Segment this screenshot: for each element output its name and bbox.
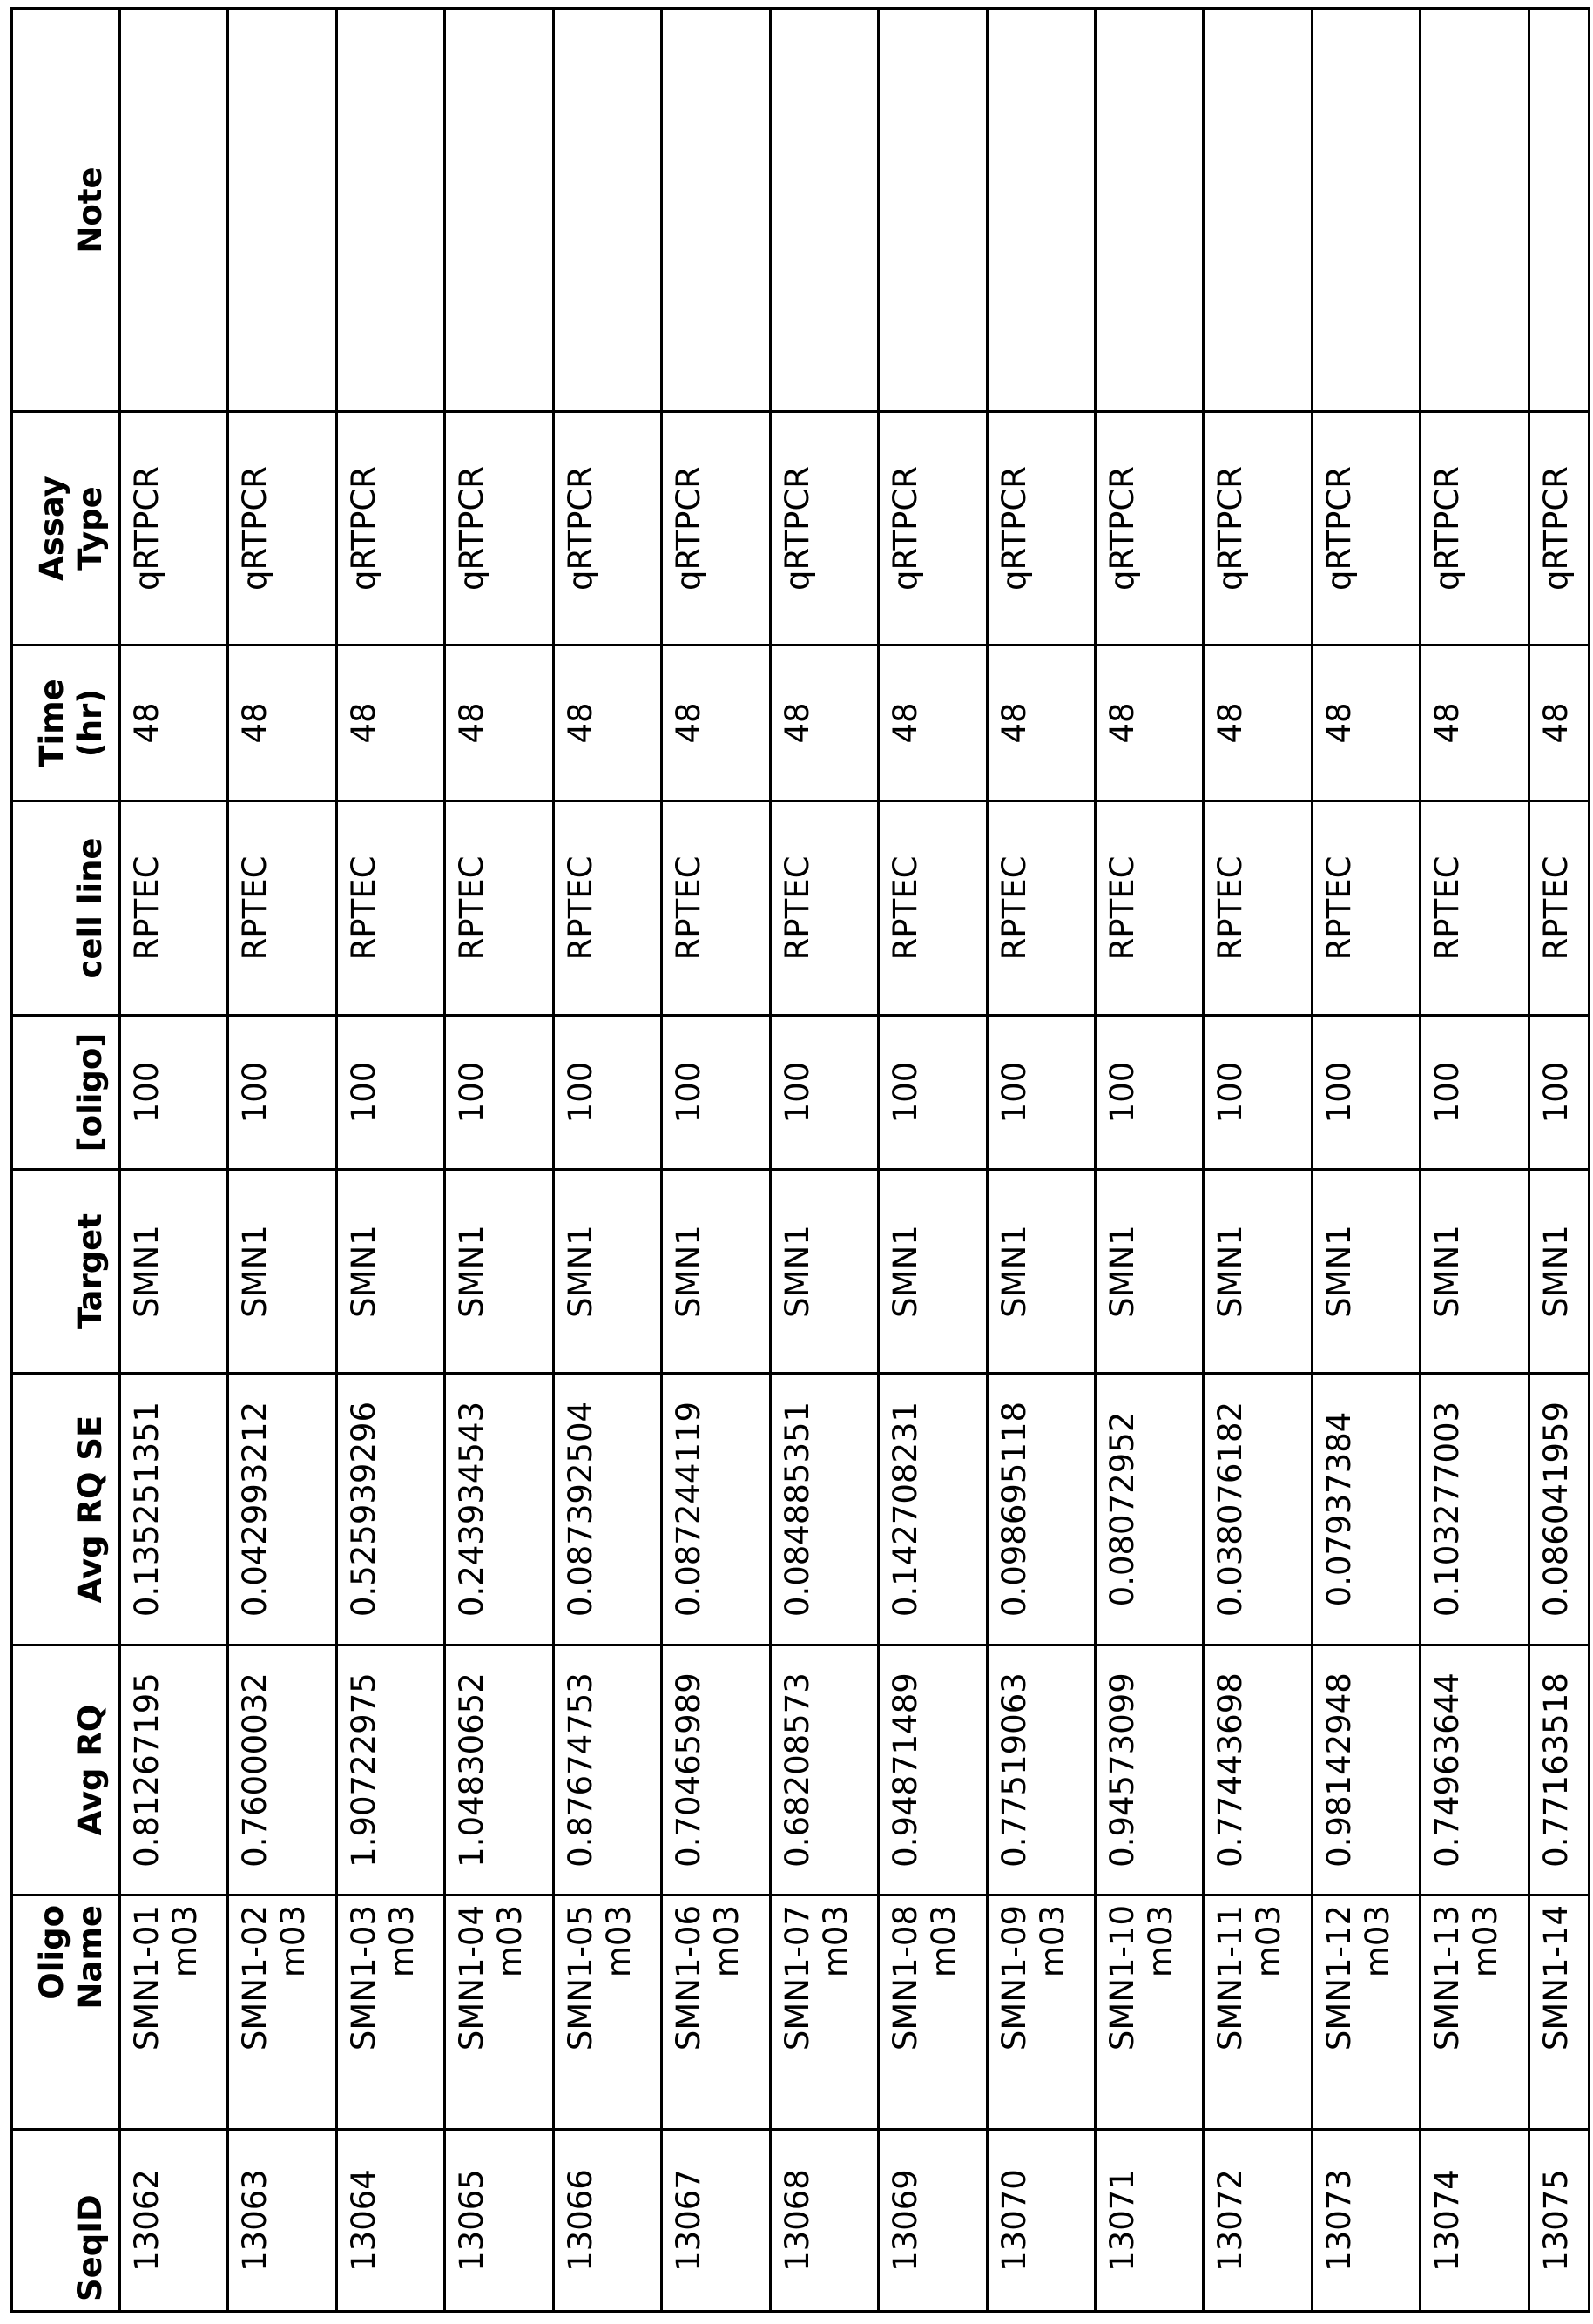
cell-seqid: 13066	[553, 2130, 661, 2312]
cell-avg-rq: 0.74963644	[1421, 1645, 1529, 1895]
cell-oligo-conc: 100	[770, 1016, 878, 1170]
cell-avg-rq-se: 0.098695118	[987, 1374, 1095, 1645]
cell-time: 48	[1529, 645, 1589, 801]
cell-avg-rq: 0.94573099	[1095, 1645, 1203, 1895]
cell-seqid: 13064	[336, 2130, 444, 2312]
cell-seqid: 13074	[1421, 2130, 1529, 2312]
table-row	[879, 9, 987, 2312]
cell-note	[1312, 9, 1420, 412]
cell-assay-type: qRTPCR	[336, 412, 444, 645]
cell-cell-line: RPTEC	[1312, 801, 1420, 1016]
cell-oligo-name: SMN1-03 m03	[336, 1895, 444, 2130]
cell-target: SMN1	[1204, 1170, 1312, 1374]
cell-time: 48	[445, 645, 553, 801]
cell-note	[662, 9, 770, 412]
cell-oligo-conc: 100	[662, 1016, 770, 1170]
cell-seqid: 13072	[1204, 2130, 1312, 2312]
cell-time: 48	[879, 645, 987, 801]
cell-target: SMN1	[553, 1170, 661, 1374]
cell-avg-rq-se: 0.038076182	[1204, 1374, 1312, 1645]
cell-seqid: 13070	[987, 2130, 1095, 2312]
header-avg-rq-se: Avg RQ SE	[12, 1374, 120, 1645]
cell-assay-type: qRTPCR	[228, 412, 336, 645]
rotated-table-container	[10, 10, 1590, 2313]
cell-avg-rq-se: 0.084885351	[770, 1374, 878, 1645]
cell-cell-line: RPTEC	[553, 801, 661, 1016]
cell-cell-line: RPTEC	[120, 801, 228, 1016]
oligo-results-table	[10, 7, 1590, 2313]
cell-target: SMN1	[879, 1170, 987, 1374]
cell-time: 48	[1204, 645, 1312, 801]
cell-note	[445, 9, 553, 412]
cell-oligo-name: SMN1-07 m03	[770, 1895, 878, 2130]
cell-avg-rq-se: 0.243934543	[445, 1374, 553, 1645]
cell-avg-rq-se: 0.086041959	[1529, 1374, 1589, 1645]
cell-cell-line: RPTEC	[228, 801, 336, 1016]
cell-oligo-conc: 100	[228, 1016, 336, 1170]
cell-oligo-conc: 100	[879, 1016, 987, 1170]
cell-seqid: 13068	[770, 2130, 878, 2312]
cell-cell-line: RPTEC	[770, 801, 878, 1016]
cell-avg-rq: 0.94871489	[879, 1645, 987, 1895]
cell-oligo-conc: 100	[1204, 1016, 1312, 1170]
cell-avg-rq: 0.68208573	[770, 1645, 878, 1895]
cell-assay-type: qRTPCR	[770, 412, 878, 645]
cell-target: SMN1	[662, 1170, 770, 1374]
cell-avg-rq: 0.87674753	[553, 1645, 661, 1895]
table-row	[228, 9, 336, 2312]
cell-target: SMN1	[1095, 1170, 1203, 1374]
cell-time: 48	[228, 645, 336, 801]
cell-cell-line: RPTEC	[662, 801, 770, 1016]
cell-assay-type: qRTPCR	[1529, 412, 1589, 645]
cell-oligo-conc: 100	[1421, 1016, 1529, 1170]
cell-avg-rq-se: 0.087392504	[553, 1374, 661, 1645]
cell-note	[228, 9, 336, 412]
cell-oligo-conc: 100	[1095, 1016, 1203, 1170]
cell-avg-rq-se: 0.08072952	[1095, 1374, 1203, 1645]
table-row	[445, 9, 553, 2312]
cell-cell-line: RPTEC	[445, 801, 553, 1016]
cell-seqid: 13075	[1529, 2130, 1589, 2312]
cell-avg-rq: 0.77163518	[1529, 1645, 1589, 1895]
header-assay-type: Assay Type	[12, 412, 120, 645]
table-row	[336, 9, 444, 2312]
cell-time: 48	[770, 645, 878, 801]
cell-assay-type: qRTPCR	[879, 412, 987, 645]
cell-target: SMN1	[336, 1170, 444, 1374]
cell-target: SMN1	[1312, 1170, 1420, 1374]
header-note: Note	[12, 9, 120, 412]
cell-time: 48	[553, 645, 661, 801]
table-row	[553, 9, 661, 2312]
cell-oligo-conc: 100	[553, 1016, 661, 1170]
cell-time: 48	[120, 645, 228, 801]
header-avg-rq: Avg RQ	[12, 1645, 120, 1895]
cell-oligo-name: SMN1-06 m03	[662, 1895, 770, 2130]
cell-oligo-conc: 100	[1529, 1016, 1589, 1170]
table-row	[1529, 9, 1589, 2312]
header-row	[12, 9, 120, 2312]
cell-avg-rq-se: 0.142708231	[879, 1374, 987, 1645]
cell-seqid: 13069	[879, 2130, 987, 2312]
cell-oligo-conc: 100	[445, 1016, 553, 1170]
cell-assay-type: qRTPCR	[987, 412, 1095, 645]
cell-seqid: 13071	[1095, 2130, 1203, 2312]
cell-oligo-name: SMN1-02 m03	[228, 1895, 336, 2130]
cell-avg-rq: 0.77519063	[987, 1645, 1095, 1895]
cell-note	[770, 9, 878, 412]
table-row	[770, 9, 878, 2312]
cell-target: SMN1	[1529, 1170, 1589, 1374]
header-seqid: SeqID	[12, 2130, 120, 2312]
cell-note	[120, 9, 228, 412]
cell-assay-type: qRTPCR	[1095, 412, 1203, 645]
table-row	[1421, 9, 1529, 2312]
cell-cell-line: RPTEC	[1204, 801, 1312, 1016]
cell-seqid: 13062	[120, 2130, 228, 2312]
cell-avg-rq-se: 0.103277003	[1421, 1374, 1529, 1645]
cell-note	[1529, 9, 1589, 412]
cell-time: 48	[1312, 645, 1420, 801]
cell-target: SMN1	[987, 1170, 1095, 1374]
cell-seqid: 13073	[1312, 2130, 1420, 2312]
cell-cell-line: RPTEC	[987, 801, 1095, 1016]
table-row	[1312, 9, 1420, 2312]
cell-avg-rq-se: 0.525939296	[336, 1374, 444, 1645]
cell-cell-line: RPTEC	[1095, 801, 1203, 1016]
cell-assay-type: qRTPCR	[445, 412, 553, 645]
cell-avg-rq-se: 0.087244119	[662, 1374, 770, 1645]
cell-avg-rq: 1.90722975	[336, 1645, 444, 1895]
cell-time: 48	[1095, 645, 1203, 801]
cell-note	[1095, 9, 1203, 412]
table-row	[120, 9, 228, 2312]
cell-avg-rq: 0.77443698	[1204, 1645, 1312, 1895]
cell-avg-rq-se: 0.135251351	[120, 1374, 228, 1645]
cell-time: 48	[1421, 645, 1529, 801]
cell-time: 48	[987, 645, 1095, 801]
cell-cell-line: RPTEC	[879, 801, 987, 1016]
cell-oligo-conc: 100	[336, 1016, 444, 1170]
cell-target: SMN1	[120, 1170, 228, 1374]
cell-oligo-conc: 100	[987, 1016, 1095, 1170]
header-time: Time (hr)	[12, 645, 120, 801]
cell-assay-type: qRTPCR	[662, 412, 770, 645]
cell-assay-type: qRTPCR	[1204, 412, 1312, 645]
table-row	[662, 9, 770, 2312]
cell-time: 48	[662, 645, 770, 801]
cell-seqid: 13065	[445, 2130, 553, 2312]
cell-target: SMN1	[228, 1170, 336, 1374]
header-oligo-conc: [oligo]	[12, 1016, 120, 1170]
table-row	[1204, 9, 1312, 2312]
table-row	[1095, 9, 1203, 2312]
cell-oligo-name: SMN1-14	[1529, 1895, 1589, 2130]
header-cell-line: cell line	[12, 801, 120, 1016]
header-target: Target	[12, 1170, 120, 1374]
cell-cell-line: RPTEC	[1529, 801, 1589, 1016]
cell-oligo-name: SMN1-10 m03	[1095, 1895, 1203, 2130]
cell-assay-type: qRTPCR	[1312, 412, 1420, 645]
cell-cell-line: RPTEC	[336, 801, 444, 1016]
cell-avg-rq-se: 0.042993212	[228, 1374, 336, 1645]
cell-target: SMN1	[770, 1170, 878, 1374]
cell-oligo-name: SMN1-09 m03	[987, 1895, 1095, 2130]
cell-oligo-conc: 100	[120, 1016, 228, 1170]
cell-oligo-name: SMN1-11 m03	[1204, 1895, 1312, 2130]
cell-time: 48	[336, 645, 444, 801]
cell-oligo-conc: 100	[1312, 1016, 1420, 1170]
header-oligo-name: Oligo Name	[12, 1895, 120, 2130]
cell-avg-rq: 0.76000032	[228, 1645, 336, 1895]
table-row	[987, 9, 1095, 2312]
cell-avg-rq: 1.04830652	[445, 1645, 553, 1895]
cell-assay-type: qRTPCR	[553, 412, 661, 645]
cell-note	[987, 9, 1095, 412]
cell-assay-type: qRTPCR	[1421, 412, 1529, 645]
cell-note	[1421, 9, 1529, 412]
cell-oligo-name: SMN1-04 m03	[445, 1895, 553, 2130]
cell-oligo-name: SMN1-12 m03	[1312, 1895, 1420, 2130]
cell-note	[336, 9, 444, 412]
cell-note	[553, 9, 661, 412]
cell-note	[879, 9, 987, 412]
cell-assay-type: qRTPCR	[120, 412, 228, 645]
cell-avg-rq: 0.81267195	[120, 1645, 228, 1895]
cell-seqid: 13067	[662, 2130, 770, 2312]
cell-seqid: 13063	[228, 2130, 336, 2312]
cell-oligo-name: SMN1-13 m03	[1421, 1895, 1529, 2130]
cell-note	[1204, 9, 1312, 412]
cell-target: SMN1	[1421, 1170, 1529, 1374]
cell-avg-rq-se: 0.07937384	[1312, 1374, 1420, 1645]
cell-avg-rq: 0.98142948	[1312, 1645, 1420, 1895]
cell-oligo-name: SMN1-01 m03	[120, 1895, 228, 2130]
cell-oligo-name: SMN1-08 m03	[879, 1895, 987, 2130]
cell-cell-line: RPTEC	[1421, 801, 1529, 1016]
cell-oligo-name: SMN1-05 m03	[553, 1895, 661, 2130]
cell-target: SMN1	[445, 1170, 553, 1374]
cell-avg-rq: 0.70465989	[662, 1645, 770, 1895]
